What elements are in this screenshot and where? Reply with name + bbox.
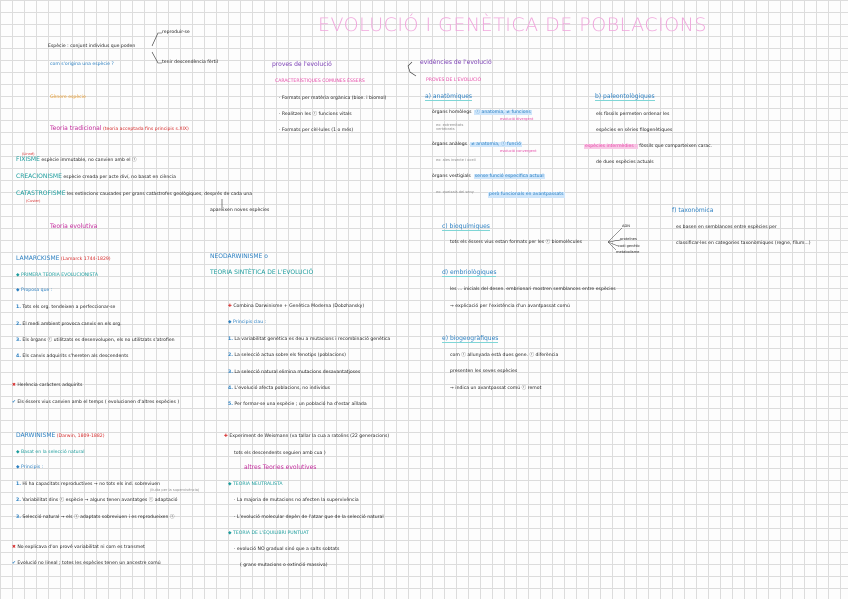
neo-point-1: 1. La variabilitat genètica es deu a mutacions i recombinació genètica — [228, 337, 391, 342]
especies-intermedies: espècies intermèdies : — [585, 144, 637, 149]
check-icon: ✔ — [12, 561, 16, 566]
darwinisme-heading: DARWINISME — [16, 432, 56, 439]
teoria-tradicional-row — [50, 126, 189, 133]
darwin-principis: ◆ Principis : — [16, 465, 44, 470]
organs-analegs-row — [432, 142, 522, 148]
darwin-point-1-text: Hi ha capacitats reproductives → no tots els ind. sobreviuen — [22, 482, 161, 487]
caracteristiques-item-3: · Formats per cèl·lules (1 o més) — [279, 128, 354, 133]
apareixen-label: apareixen noves espècies — [210, 208, 270, 213]
neo-combina-text: Combina Darwinisme + Genètica Moderna (Dobzhansky) — [233, 304, 365, 309]
darwinisme-author: (Darwin, 1809-1882) — [56, 434, 105, 439]
a-anatomiques: a) anatòmiques — [425, 93, 473, 100]
ex-extremitats: ex: extremitats vertebrats — [436, 123, 464, 131]
biogeografiques-desc-2: presenten les seves espècies — [450, 369, 518, 374]
proves-evolucio: PROVES DE L'EVOLUCIÓ — [426, 78, 482, 83]
proves-header: proves de l'evolució — [272, 61, 332, 68]
pin-icon: ✚ — [224, 434, 228, 439]
lamarck-positive-text: Els éssers vius canvien amb el temps ( evolucionen d'altres espècies ) — [17, 400, 180, 405]
branch-adn: ADN — [622, 224, 630, 228]
organs-vestigials: òrgans vestigials — [432, 174, 471, 179]
especies-intermedies-row — [584, 144, 712, 150]
e-biogeografiques: e) biogeogràfiques — [442, 335, 499, 342]
vestigials-desc: sense funció específica actual — [474, 174, 544, 179]
lamarck-negative — [12, 383, 82, 389]
de-dues-especies: de dues espècies actuals — [596, 160, 654, 165]
cross-icon: ✖ — [12, 545, 16, 550]
lamarck-point-4-text: Els canvis adquirits s'hereten als descendents — [22, 354, 129, 359]
pin-icon: ✚ — [228, 304, 232, 309]
b-paleontologiques: b) paleontològiques — [595, 93, 655, 100]
organs-vestigials-row — [432, 174, 545, 180]
proposa-que-label: Proposa que : — [21, 288, 53, 293]
branch-metabolisme: metabolisme — [616, 250, 640, 254]
lamarck-point-1: 1. Tots els org. tendeixen a perfeccionar-se — [16, 305, 116, 310]
biogeografiques-desc-3: → indica un avantpassat comú ⓣ remot — [450, 386, 542, 391]
embriologiques-desc-1: les ... inicials del desen. embrionari mostren semblances entre espècies — [450, 287, 616, 292]
lamarck-point-4: 4. Els canvis adquirits s'hereten als descendents — [16, 354, 129, 359]
fossils-desc-1: els fòssils permeten ordenar les — [596, 112, 670, 117]
darwin-point-1b: (lluita per la supervivència) — [150, 488, 200, 492]
cross-icon: ✖ — [12, 383, 16, 388]
experiment-weismann-2: tots els descendents seguien amb cua ) — [234, 451, 326, 456]
neo-principis: ◆ Principis clau : — [228, 320, 267, 325]
ex-queixals: ex: queixals del seny — [436, 190, 474, 194]
neo-combina — [228, 304, 364, 310]
primera-teoria: ◆ PRIMERA TEORIA EVOLUCIONISTA — [16, 273, 99, 278]
equilibri-desc-text: evolució NO gradual sinó que a salts sobtats — [236, 547, 340, 552]
teoria-evolutiva-heading: Teoria evolutiva — [50, 223, 98, 230]
branch-proteines: proteïnes — [620, 237, 637, 241]
f-taxonomica: f) taxonòmica — [672, 207, 714, 214]
equilibri-desc-2: ( grans mutacions o extinció massiva) — [240, 563, 328, 568]
teoria-tradicional-note: (teoria acceptada fins principis s.XIX) — [102, 127, 189, 132]
neo-point-3-text: La selecció natural elimina mutacions desavantatjoses — [234, 370, 361, 375]
lamarck-point-2: 2. El medi ambient provoca canvis en els org. — [16, 322, 122, 327]
c-bioquimiques: c) bioquímiques — [442, 223, 490, 230]
lamarck-positive — [12, 400, 179, 406]
biogeografiques-desc-1: com ⓣ allunyada està dues gene. ⓣ diferència — [450, 353, 559, 358]
neo-point-3: 3. La selecció natural elimina mutacions desavantatjoses — [228, 370, 361, 375]
branch-codi: codi genètic — [618, 244, 640, 248]
evolucio-convergent: evolució convergent — [500, 149, 537, 153]
anatomia-funcions: ⓣ anatomia, ≠ funcions — [475, 110, 531, 115]
evidencies-header: evidències de l'evolució — [420, 59, 492, 66]
reproduir-label: reproduir-se — [162, 30, 190, 35]
neo-point-5-text: Per formar-se una espècie ; un població ha d'estar aïllada — [234, 402, 367, 407]
neo-point-4-text: L'evolució afecta poblacions, no individus — [234, 386, 331, 391]
neo-point-1-text: La variabilitat genètica es deu a mutacions i recombinació genètica — [234, 337, 391, 342]
teoria-equilibri: ◆ TEORIA DE L'EQUILIBRI PUNTUAT — [228, 531, 309, 536]
vestigials-desc-2: però funcionals en avantpassats — [489, 192, 564, 197]
teoria-neutralista: ◆ TEORIA NEUTRALISTA — [228, 482, 283, 487]
fossils-comparteixen: fòssils que comparteixen carac. — [639, 144, 713, 149]
basat-seleccio: ◆ Basat en la selecció natural — [16, 450, 85, 455]
lamarck-point-3: 3. Els òrgans ⓣ utilitzats es desenvolupen, els no utilitzats s'atrofien — [16, 338, 175, 343]
lamarck-point-3-text: Els òrgans ⓣ utilitzats es desenvolupen, els no utilitzats s'atrofien — [22, 338, 175, 343]
anatomia-funcio-igual: ≠ anatomia, ⓣ funció — [471, 142, 522, 147]
catastrofisme-row — [16, 191, 252, 198]
lamarck-point-2-text: El medi ambient provoca canvis en els org. — [22, 322, 122, 327]
fossils-desc-2: espècies en sèries filogenètiques — [596, 128, 673, 133]
fertil-label: tenir descendència fèrtil — [162, 60, 218, 65]
darwin-point-3-text: Selecció natural → els ⓣ adaptats sobreviuen i es reprodueixen ⓣ — [22, 515, 175, 520]
darwin-positive — [12, 561, 161, 567]
lamarck-negative-text: Herència caràcters adquirits — [17, 383, 83, 388]
neutralista-desc: · La majoria de mutacions no afecten la supervivència — [234, 498, 359, 503]
proposa-que: ◆ Proposa que : — [16, 288, 53, 293]
organs-homolegs: òrgans homòlegs — [432, 110, 472, 115]
creacionisme-heading: CREACIONISME — [16, 173, 62, 180]
catastrofisme-desc: les extincions causades per grans catàstrofes geològiques, després de cada una — [66, 192, 253, 197]
creacionisme-desc: espècie creada per acte diví, no basat en ciència — [63, 175, 176, 180]
fixisme-desc: espècie immutable, no canvien amb el ⓣ — [41, 158, 137, 163]
check-icon: ✔ — [12, 400, 16, 405]
bioquimiques-desc: tots els éssers vius estan formats per les ⓣ biomolècules — [450, 240, 582, 245]
teoria-neutralista-label: TEORIA NEUTRALISTA — [233, 482, 283, 487]
darwin-principis-label: Principis : — [21, 465, 44, 470]
darwin-point-1: 1. Hi ha capacitats reproductives → no tots els ind. sobreviuen — [16, 482, 161, 487]
taxonomica-desc-1: es basen en semblances entre espècies per — [676, 225, 777, 230]
neo-point-2: 2. La selecció actua sobre els fenotips (poblacions) — [228, 353, 346, 358]
neodarwinisme-subheading: TEORIA SINTÈTICA DE L'EVOLUCIÓ — [210, 269, 314, 276]
caracteristiques-item-1: · Formats per matèria orgànica (bioe. i biomol) — [279, 96, 387, 101]
primera-teoria-label: PRIMERA TEORIA EVOLUCIONISTA — [21, 273, 99, 278]
fixisme-heading: FIXISME — [16, 156, 40, 163]
fixisme-row — [16, 157, 137, 164]
teoria-tradicional-heading: Teoria tradicional — [50, 125, 102, 132]
darwin-point-2: 2. Variabilitat dins ⓣ espècie → alguns tenen avantatges ⓣ adaptació — [16, 498, 178, 503]
neutralista-desc-2-text: L'evolució molecular depèn de l'atzar que de la selecció natural — [236, 515, 384, 520]
neo-point-2-text: La selecció actua sobre els fenotips (poblacions) — [234, 353, 346, 358]
teoria-equilibri-label: TEORIA DE L'EQUILIBRI PUNTUAT — [233, 531, 309, 536]
com-s-origina: com s'origina una espècie ? — [50, 62, 114, 67]
darwin-negative-text: No explicava d'on prové variabilitat ni com es transmet — [17, 545, 145, 550]
creacionisme-row — [16, 174, 176, 181]
equilibri-desc: · evolució NO gradual sinó que a salts sobtats — [234, 547, 340, 552]
darwin-positive-text: Evolució no lineal ; totes les espècies tenen un ancestre comú — [17, 561, 161, 566]
lamarckisme-heading: LAMARCKISME — [16, 255, 60, 262]
organs-homolegs-row — [432, 110, 532, 116]
lamarck-point-1-text: Tots els org. tendeixen a perfeccionar-se — [22, 305, 116, 310]
ex-ales: ex: ales insecte i ocell — [436, 158, 476, 162]
organs-analegs: òrgans anàlegs — [432, 142, 468, 147]
darwin-point-2-text: Variabilitat dins ⓣ espècie → alguns tenen avantatges ⓣ adaptació — [22, 498, 178, 503]
altres-teories: altres Teories evolutives — [244, 464, 317, 471]
neutralista-desc-text: La majoria de mutacions no afecten la supervivència — [236, 498, 359, 503]
embriologiques-desc-2: → explicació per l'existència d'un avantpassat comú — [450, 304, 570, 309]
linne-label: (Linné) — [22, 152, 35, 156]
lamarckisme-row — [16, 256, 111, 263]
genere-especie: Gènere espècie — [50, 95, 86, 100]
basat-seleccio-label: Basat en la selecció natural — [21, 450, 85, 455]
caracteristiques-item-2: · Realitzen les ⓣ funcions vitals — [279, 112, 352, 117]
neodarwinisme-heading: NEODARWINISME o — [210, 253, 268, 260]
darwinisme-row — [16, 433, 104, 440]
neutralista-desc-2: · L'evolució molecular depèn de l'atzar que de la selecció natural — [234, 515, 384, 520]
neo-point-4: 4. L'evolució afecta poblacions, no individus — [228, 386, 331, 391]
evolucio-divergent: evolució divergent — [500, 117, 534, 121]
caracteristiques-heading: CARACTERÍSTIQUES COMUNES ÉSSERS — [275, 79, 365, 84]
darwin-point-3: 3. Selecció natural → els ⓣ adaptats sobreviuen i es reprodueixen ⓣ — [16, 515, 175, 520]
experiment-weismann — [224, 434, 389, 440]
neo-principis-label: Principis clau : — [233, 320, 267, 325]
cuvier-label: (Cuvier) — [26, 199, 41, 203]
taxonomica-desc-2: classificar-les en categories taxonòmiques (regne, fílum...) — [676, 241, 811, 246]
page-title: EVOLUCIÓ I GENÈTICA DE POBLACIONS — [318, 14, 707, 36]
darwin-negative — [12, 545, 145, 551]
catastrofisme-heading: CATASTROFISME — [16, 190, 66, 197]
experiment-text: Experiment de Weismann (va tallar la cua a ratolins (22 generacions) — [229, 434, 390, 439]
especie-definition: Espècie : conjunt individus que poden — [48, 44, 136, 49]
lamarckisme-author: (Lamarck 1744-1829) — [60, 257, 111, 262]
d-embriologiques: d) embriològiques — [442, 269, 497, 276]
neo-point-5: 5. Per formar-se una espècie ; un població ha d'estar aïllada — [228, 402, 367, 407]
